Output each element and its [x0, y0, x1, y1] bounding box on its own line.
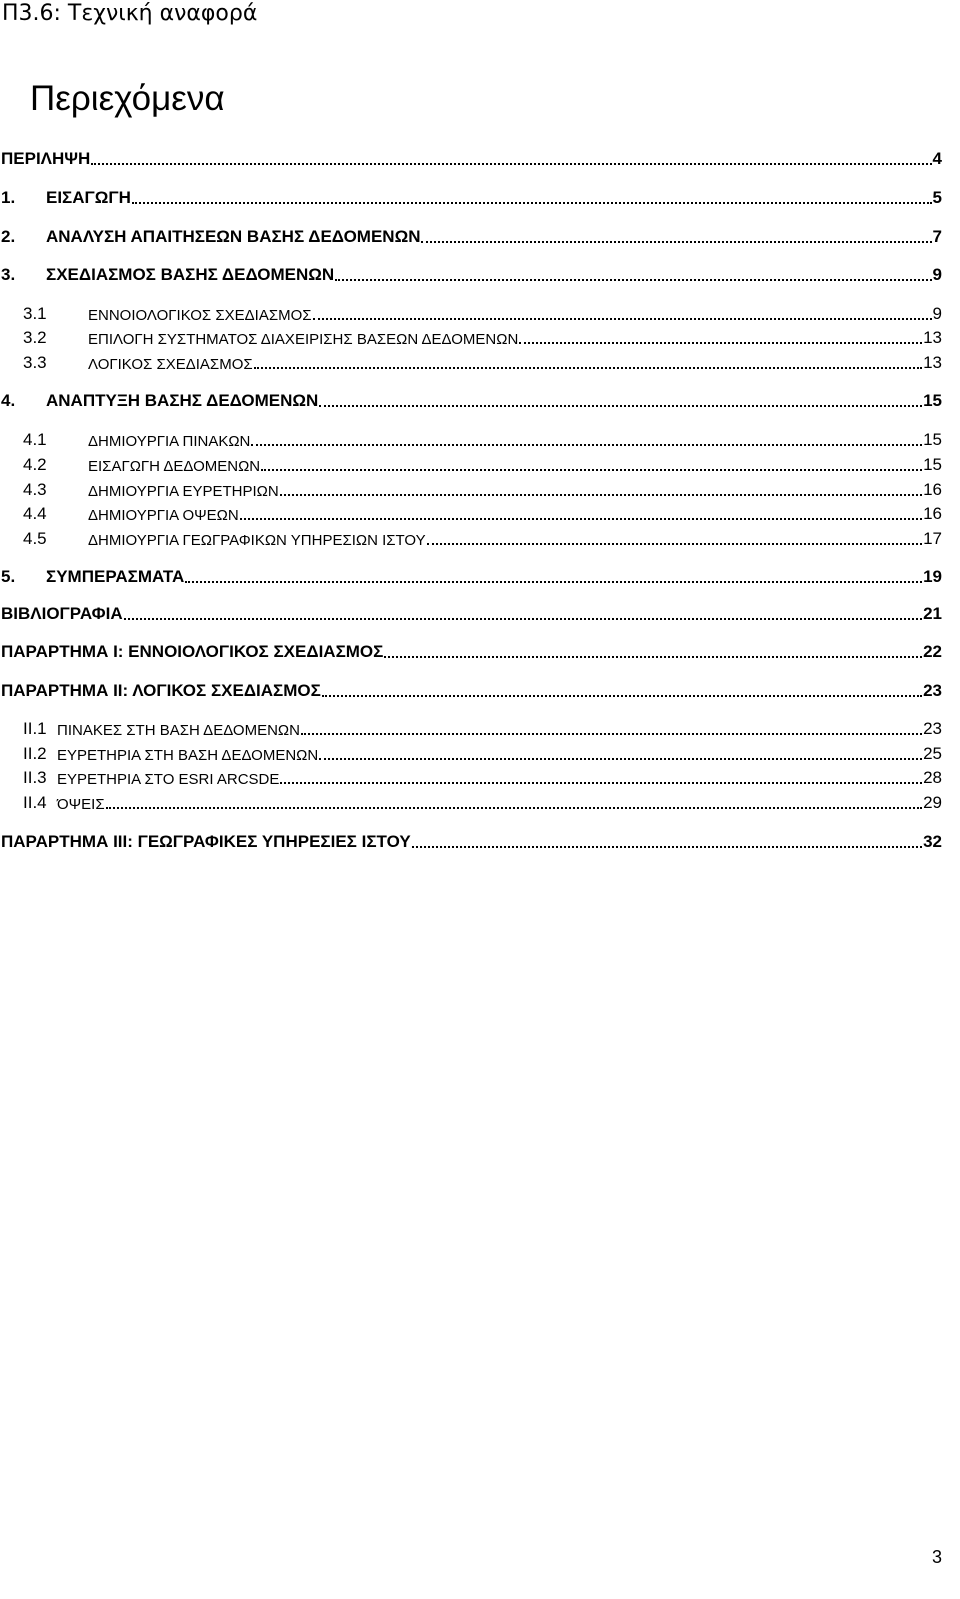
toc-dot-leader [251, 442, 922, 446]
toc-entry-label: ΠΑΡΑΡΤΗΜΑ Ι: ΕΝΝΟΙΟΛΟΓΙΚΟΣ ΣΧΕΔΙΑΣΜΟΣ [1, 642, 384, 661]
toc-entry-label: ΠΑΡΑΡΤΗΜΑ ΙΙ: ΛΟΓΙΚΟΣ ΣΧΕΔΙΑΣΜΟΣ [1, 681, 321, 700]
toc-entry-label: ΑΝΑΛΥΣΗ ΑΠΑΙΤΗΣΕΩΝ ΒΑΣΗΣ ΔΕΔΟΜΕΝΩΝ [46, 227, 421, 246]
toc-entry-label: ΕΙΣΑΓΩΓΗ ΔΕΔΟΜΕΝΩΝ [88, 458, 261, 475]
toc-entry-appendix-2-2[interactable] [23, 740, 942, 764]
toc-entry-4-1[interactable] [23, 426, 942, 450]
toc-entry-number: 4.4 [23, 504, 47, 523]
page-number: 3 [931, 1547, 942, 1567]
toc-entry-number: 4.3 [23, 480, 47, 499]
toc-entry-page: 15 [923, 391, 942, 410]
toc-entry-label: ΒΙΒΛΙΟΓΡΑΦΙΑ [1, 604, 123, 623]
toc-entry-page: 22 [923, 642, 942, 661]
toc-entry-3-1[interactable] [23, 300, 942, 324]
toc-entry-label: ΔΗΜΙΟΥΡΓΙΑ ΠΙΝΑΚΩΝ [88, 433, 251, 450]
toc-entry-label: ΕΝΝΟΙΟΛΟΓΙΚΟΣ ΣΧΕΔΙΑΣΜΟΣ [88, 307, 312, 324]
toc-entry-4-3[interactable] [23, 476, 942, 500]
toc-entry-label: ΕΥΡΕΤΗΡΙΑ ΣΤΟ ESRI ARCSDE [57, 771, 280, 788]
toc-entry-4[interactable] [1, 387, 942, 411]
toc-dot-leader [335, 277, 931, 281]
toc-entry-page: 15 [923, 455, 942, 474]
toc-entry-page: 23 [923, 681, 942, 700]
toc-entry-page: 19 [923, 567, 942, 586]
running-header: Π3.6: Τεχνική αναφορά [2, 1, 258, 26]
toc-entry-label: ΠΕΡΙΛΗΨΗ [1, 149, 91, 168]
toc-entry-4-4[interactable] [23, 500, 942, 524]
toc-entry-number: ΙΙ.4 [23, 793, 47, 812]
toc-entry-4-2[interactable] [23, 451, 942, 475]
toc-entry-abstract[interactable] [1, 145, 942, 169]
toc-dot-leader [106, 805, 922, 809]
toc-dot-leader [91, 161, 931, 165]
toc-dot-leader [322, 693, 922, 697]
toc-entry-label: ΣΧΕΔΙΑΣΜΟΣ ΒΑΣΗΣ ΔΕΔΟΜΕΝΩΝ [46, 265, 335, 284]
toc-entry-page: 32 [923, 832, 942, 851]
toc-entry-number: 2. [1, 227, 16, 246]
toc-entry-page: 7 [932, 227, 942, 246]
toc-entry-label: ΔΗΜΙΟΥΡΓΙΑ ΓΕΩΓΡΑΦΙΚΩΝ ΥΠΗΡΕΣΙΩΝ ΙΣΤΟΥ [88, 532, 426, 549]
toc-entry-label: ΕΥΡΕΤΗΡΙΑ ΣΤΗ ΒΑΣΗ ΔΕΔΟΜΕΝΩΝ [57, 747, 319, 764]
toc-title: Περιεχόμενα [30, 79, 225, 118]
toc-entry-number: 4.1 [23, 430, 47, 449]
toc-entry-4-5[interactable] [23, 525, 942, 549]
toc-entry-number: 4. [1, 391, 16, 410]
toc-dot-leader [254, 365, 922, 369]
toc-entry-label: ΕΠΙΛΟΓΗ ΣΥΣΤΗΜΑΤΟΣ ΔΙΑΧΕΙΡΙΣΗΣ ΒΑΣΕΩΝ ΔΕΔΟΜΕΝΩΝ [88, 331, 519, 348]
toc-dot-leader [301, 731, 922, 735]
toc-entry-page: 4 [932, 149, 942, 168]
toc-entry-page: 17 [923, 529, 942, 548]
toc-entry-appendix-2[interactable] [1, 677, 942, 701]
toc-dot-leader [313, 316, 932, 320]
toc-dot-leader [240, 516, 922, 520]
toc-dot-leader [319, 756, 922, 760]
toc-entry-bibliography[interactable] [1, 600, 942, 624]
toc-entry-page: 13 [923, 328, 942, 347]
toc-entry-3-3[interactable] [23, 349, 942, 373]
toc-entry-number: ΙΙ.3 [23, 768, 47, 787]
toc-entry-page: 15 [923, 430, 942, 449]
toc-entry-number: 5. [1, 567, 16, 586]
toc-dot-leader [280, 780, 922, 784]
toc-dot-leader [185, 579, 922, 583]
toc-entry-label: ΔΗΜΙΟΥΡΓΙΑ ΟΨΕΩΝ [88, 507, 239, 524]
toc-entry-appendix-1[interactable] [1, 638, 942, 662]
toc-dot-leader [412, 844, 922, 848]
toc-entry-appendix-2-1[interactable] [23, 715, 942, 739]
toc-dot-leader [280, 492, 922, 496]
toc-entry-page: 16 [923, 480, 942, 499]
toc-entry-page: 21 [923, 604, 942, 623]
toc-entry-number: ΙΙ.2 [23, 744, 47, 763]
toc-entry-number: ΙΙ.1 [23, 719, 47, 738]
toc-entry-number: 1. [1, 188, 16, 207]
toc-entry-1[interactable] [1, 184, 942, 208]
toc-entry-page: 9 [932, 265, 942, 284]
toc-entry-appendix-2-4[interactable] [23, 789, 942, 813]
toc-entry-5[interactable] [1, 563, 942, 587]
toc-dot-leader [319, 403, 922, 407]
toc-entry-appendix-2-3[interactable] [23, 764, 942, 788]
toc-entry-label: ΔΗΜΙΟΥΡΓΙΑ ΕΥΡΕΤΗΡΙΩΝ [88, 483, 279, 500]
toc-entry-number: 4.5 [23, 529, 47, 548]
toc-entry-number: 3.1 [23, 304, 47, 323]
toc-entry-3-2[interactable] [23, 324, 942, 348]
toc-entry-page: 29 [923, 793, 942, 812]
toc-dot-leader [261, 467, 922, 471]
toc-entry-page: 28 [923, 768, 942, 787]
toc-entry-page: 13 [923, 353, 942, 372]
toc-entry-label: ΣΥΜΠΕΡΑΣΜΑΤΑ [46, 567, 185, 586]
toc-entry-label: ΛΟΓΙΚΟΣ ΣΧΕΔΙΑΣΜΟΣ [88, 356, 253, 373]
toc-entry-label: ΕΙΣΑΓΩΓΗ [46, 188, 131, 207]
toc-entry-number: 3.2 [23, 328, 47, 347]
toc-entry-label: ΠΑΡΑΡΤΗΜΑ ΙΙΙ: ΓΕΩΓΡΑΦΙΚΕΣ ΥΠΗΡΕΣΙΕΣ ΙΣΤΟΥ [1, 832, 411, 851]
toc-dot-leader [124, 616, 922, 620]
toc-dot-leader [384, 654, 922, 658]
toc-entry-page: 5 [932, 188, 942, 207]
toc-entry-label: ΠΙΝΑΚΕΣ ΣΤΗ ΒΑΣΗ ΔΕΔΟΜΕΝΩΝ [57, 722, 300, 739]
toc-dot-leader [519, 340, 922, 344]
toc-entry-number: 3.3 [23, 353, 47, 372]
toc-entry-number: 3. [1, 265, 16, 284]
toc-entry-page: 16 [923, 504, 942, 523]
toc-entry-page: 9 [932, 304, 942, 323]
toc-dot-leader [132, 200, 932, 204]
toc-dot-leader [421, 239, 931, 243]
toc-entry-label: ΌΨΕΙΣ [57, 796, 105, 813]
toc-entry-page: 23 [923, 719, 942, 738]
toc-entry-label: ΑΝΑΠΤΥΞΗ ΒΑΣΗΣ ΔΕΔΟΜΕΝΩΝ [46, 391, 319, 410]
toc-entry-3[interactable] [1, 261, 942, 285]
toc-dot-leader [427, 541, 922, 545]
toc-entry-page: 25 [923, 744, 942, 763]
toc-entry-appendix-3[interactable] [1, 828, 942, 852]
toc-entry-2[interactable] [1, 223, 942, 247]
toc-entry-number: 4.2 [23, 455, 47, 474]
